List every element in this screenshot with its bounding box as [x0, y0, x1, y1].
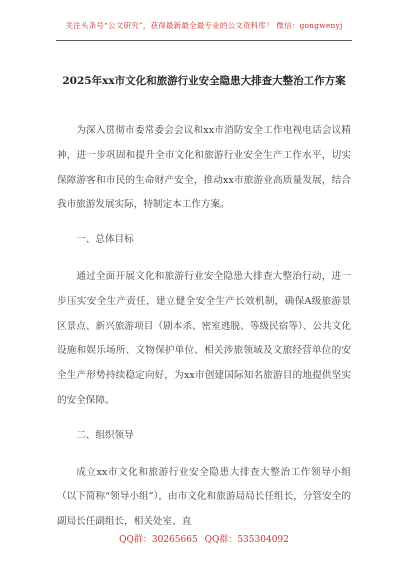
header-divider [56, 40, 352, 41]
footer-qq-group-1: QQ群：30265665 [119, 535, 198, 545]
document-body [57, 119, 351, 535]
header-banner: 关注头条号“公文研究”，获得最新最全最专业的公文资料库！ 微信：gongwenyj [65, 21, 343, 30]
intro-paragraph: 为深入贯彻市委常委会会议和xx市消防安全工作电视电话会议精神，进一步巩固和提升全市文化和旅游行业安全生产工作水平，切实保障游客和市民的生命财产安全，推动xx市旅游业高质量发展，结合我市旅游发展实际，特制定本工作方案。 [57, 125, 351, 211]
footer-qq-group-2: QQ群：535304092 [204, 535, 289, 545]
goals-paragraph: 通过全面开展文化和旅游行业安全隐患大排查大整治行动，进一步压实安全生产责任，建立健全安全生产长效机制，确保A级旅游景区景点、新兴旅游项目（剧本杀、密室逃脱、等级民宿等）、公共文化设施和娱乐场所、文物保护单位、相关涉旅领域及文旅经营单位的安全生产形势持续稳定向好，为xx市创建国际知名旅游目的地提供坚实的安全保障。 [57, 270, 351, 406]
section-heading-goals: 一、总体目标 [76, 234, 134, 246]
leadership-paragraph: 成立xx市文化和旅游行业安全隐患大排查大整治工作领导小组（以下简称“领导小组”），由市文化和旅游局局长任组长，分管安全的副局长任副组长，相关处室、直 [57, 466, 351, 528]
footer [0, 532, 408, 545]
document-title: 2025年xx市文化和旅游行业安全隐患大排查大整治工作方案 [62, 75, 346, 87]
section-heading-leadership: 二、组织领导 [76, 429, 134, 441]
